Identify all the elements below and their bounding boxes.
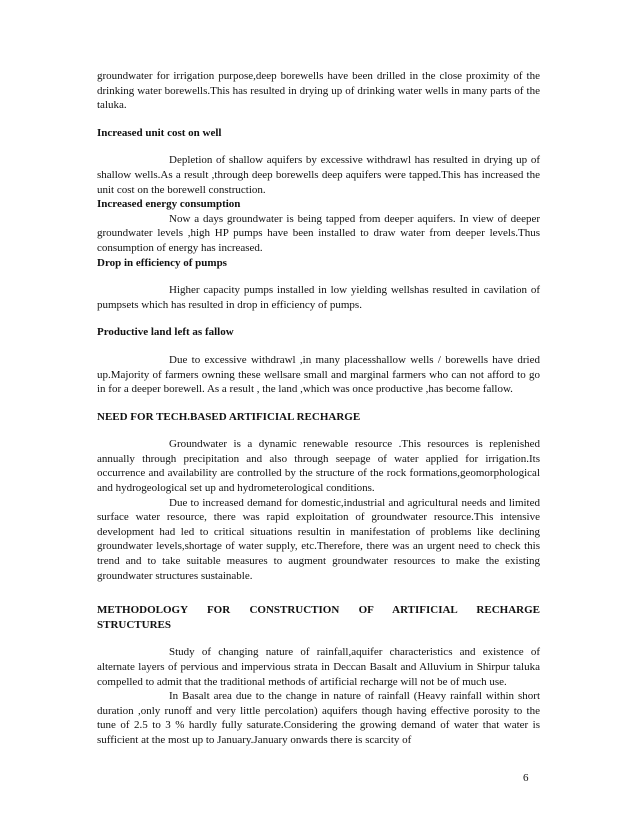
heading-unit-cost: Increased unit cost on well [97,126,222,139]
paragraph-need-2: Due to increased demand for domestic,industrial and agricultural needs and limited surface water resource, there was rapid exploitation of groundwater resource.This intensive development had led to critical situations resultin in manifestation of problems like declining groundwater levels,shortage of water supply, etc.Therefore, there was an urgent need to check this trend and to take suitable measures to augment groundwater resources to make the existing groundwater structures sustainable. [97,496,540,582]
paragraph-intro: groundwater for irrigation purpose,deep borewells have been drilled in the close proximity of the drinking water borewells.This has resulted in drying up of drinking water wells in many parts of the taluka. [97,70,540,112]
heading-need: NEED FOR TECH.BASED ARTIFICIAL RECHARGE [97,410,361,423]
heading-methodology-line-1: METHODOLOGY FOR CONSTRUCTION OF ARTIFICIAL RECHARGE [97,604,540,617]
paragraph-energy: Now a days groundwater is being tapped from deeper aquifers. In view of deeper groundwater levels ,high HP pumps have been installed to draw water from deeper levels.Thus consumption of energy has increased. [97,212,540,254]
paragraph-need-1: Groundwater is a dynamic renewable resource .This resources is replenished annually through precipitation and also through seepage of water applied for irrigation.Its occurrence and availability are controlled by the structure of the rock formations,geomorphological and hydrogeological set up and hydrometerological conditions. [97,438,540,495]
page-number: 6 [523,772,529,784]
heading-methodology-line-2: STRUCTURES [97,618,171,631]
paragraph-pumps: Higher capacity pumps installed in low yielding wellshas resulted in cavilation of pumpsets which has resulted in drop in efficiency of pumps. [97,284,540,311]
paragraph-methodology-1: Study of changing nature of rainfall,aquifer characteristics and existence of alternate layers of pervious and impervious strata in Deccan Basalt and Alluvium in Shirpur taluka compelled to admit that the traditional methods of artificial recharge will not be of much use. [97,646,540,688]
paragraph-fallow: Due to excessive withdrawl ,in many placesshallow wells / borewells have dried up.Majority of farmers owning these wellsare small and marginal farmers who can not afford to go in for a deeper borewell. As a result , the land ,which was once productive ,has become fallow. [97,353,540,396]
document-page [97,69,540,748]
paragraph-methodology-2: In Basalt area due to the change in nature of rainfall (Heavy rainfall within short duration ,only runoff and very little percolation) aquifers though having effective porosity to the tune of 2.5 to 3 % hardly fully saturate.Considering the growing demand of water that water is sufficient at the most up to January.January onwards there is scarcity of [97,690,540,746]
heading-pumps: Drop in efficiency of pumps [97,256,227,269]
heading-energy: Increased energy consumption [97,198,241,211]
heading-fallow: Productive land left as fallow [97,326,234,339]
paragraph-unit-cost: Depletion of shallow aquifers by excessive withdrawl has resulted in drying up of shallow wells.As a result ,through deep borewells deep aquifers were tapped.This has increased the unit cost on the borewell construction. [97,154,540,196]
